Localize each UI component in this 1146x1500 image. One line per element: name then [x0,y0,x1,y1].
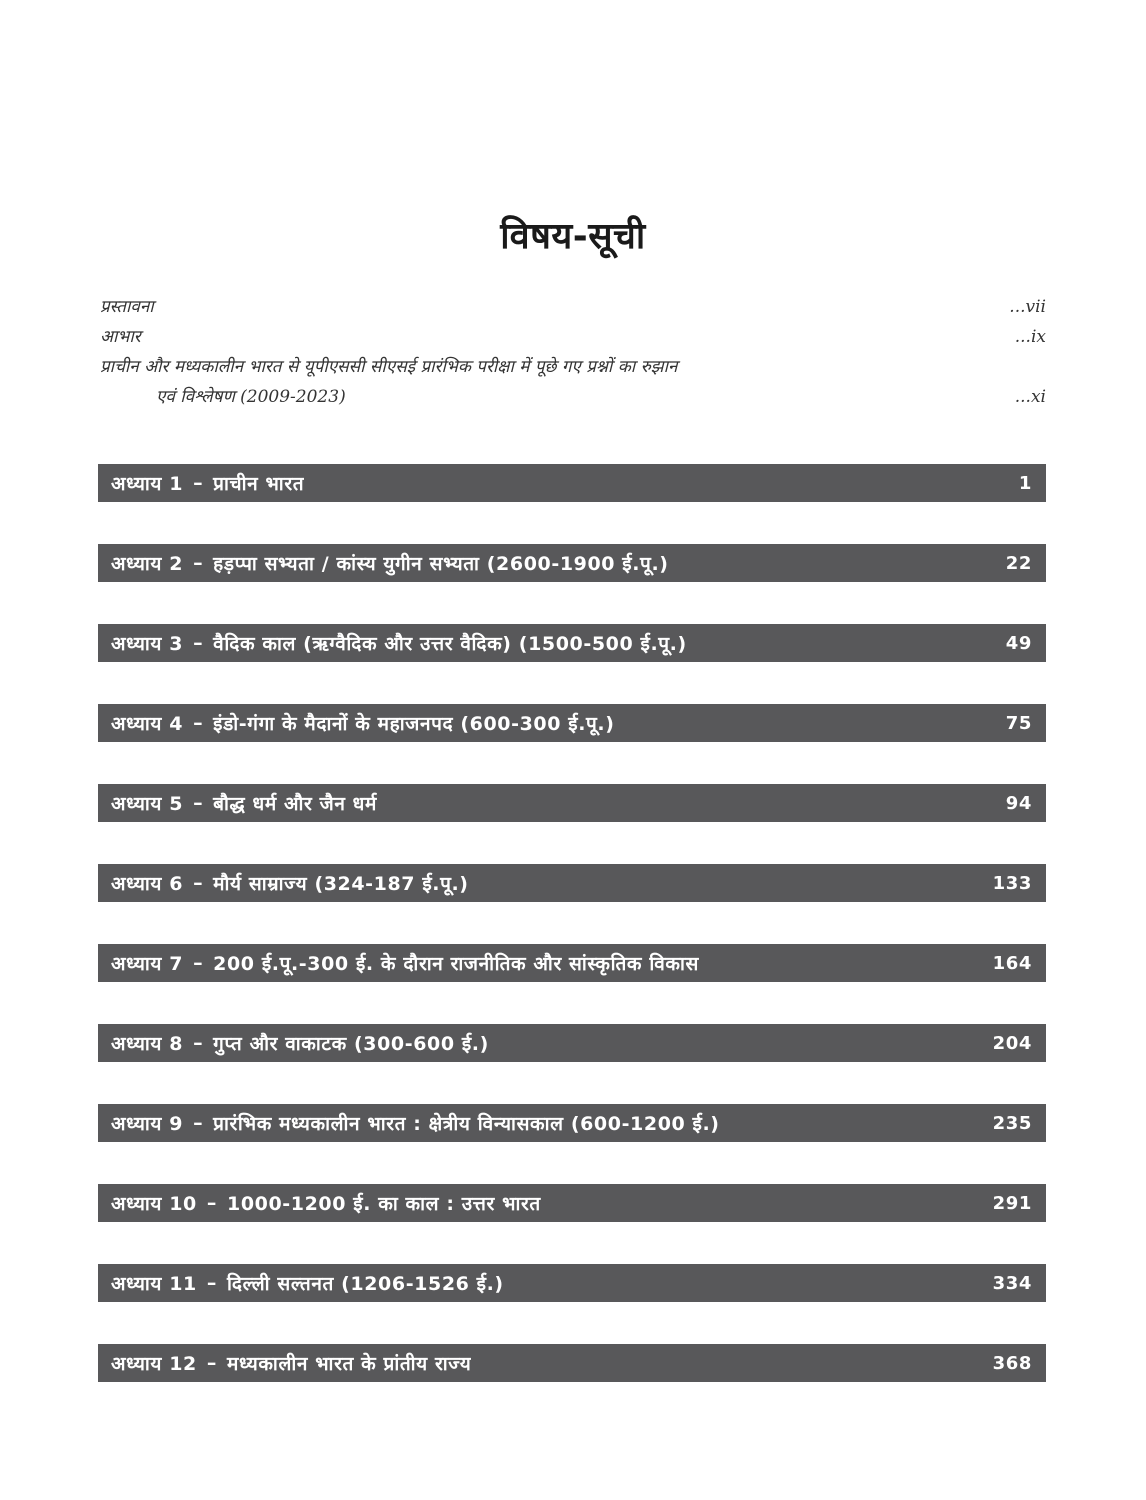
chapter-number: अध्याय 1 [111,473,184,495]
chapter-entry[interactable] [98,624,1046,662]
chapter-label [111,1190,541,1216]
chapter-label [111,550,669,576]
front-matter-label-continued: एवं विश्लेषण (2009-2023) [156,387,346,407]
chapter-separator: – [193,472,204,494]
chapter-title: प्रारंभिक मध्यकालीन भारत : क्षेत्रीय विन्यासकाल (600-1200 ई.) [213,1113,720,1135]
chapter-separator: – [193,952,204,974]
chapter-entry[interactable] [98,1264,1046,1302]
chapter-number: अध्याय 8 [111,1033,184,1055]
chapter-page: 75 [1005,712,1032,734]
chapter-separator: – [206,1352,217,1374]
chapter-label [111,630,687,656]
chapter-page: 334 [992,1272,1032,1294]
chapter-page: 49 [1005,632,1032,654]
chapter-title: इंडो-गंगा के मैदानों के महाजनपद (600-300 ई.पू.) [213,713,615,735]
chapter-page: 368 [992,1352,1032,1374]
chapter-entry[interactable] [98,864,1046,902]
chapter-page: 235 [992,1112,1032,1134]
chapter-title: बौद्ध धर्म और जैन धर्म [213,793,377,815]
chapter-title: 200 ई.पू.-300 ई. के दौरान राजनीतिक और सांस्कृतिक विकास [213,953,699,975]
chapter-separator: – [193,872,204,894]
chapter-title: मध्यकालीन भारत के प्रांतीय राज्य [227,1353,472,1375]
chapter-title: वैदिक काल (ऋग्वैदिक और उत्तर वैदिक) (1500-500 ई.पू.) [213,633,687,655]
chapter-entry[interactable] [98,1024,1046,1062]
chapter-separator: – [193,792,204,814]
page-title: विषय-सूची [500,216,646,258]
chapter-label [111,1110,720,1136]
chapter-entry[interactable] [98,704,1046,742]
chapter-label [111,870,469,896]
chapter-page: 22 [1005,552,1032,574]
chapter-title: 1000-1200 ई. का काल : उत्तर भारत [227,1193,541,1215]
chapter-title: मौर्य साम्राज्य (324-187 ई.पू.) [213,873,469,895]
chapter-separator: – [206,1192,217,1214]
chapter-entry[interactable] [98,464,1046,502]
chapter-page: 1 [1018,472,1032,494]
chapter-title: हड़प्पा सभ्यता / कांस्य युगीन सभ्यता (2600-1900 ई.पू.) [213,553,669,575]
chapter-number: अध्याय 3 [111,633,184,655]
front-matter-page: ...ix [1014,327,1046,347]
chapter-entry[interactable] [98,784,1046,822]
chapter-entry[interactable] [98,544,1046,582]
chapter-separator: – [193,1112,204,1134]
chapter-entry[interactable] [98,944,1046,982]
front-matter-list [100,292,1046,412]
chapter-number: अध्याय 6 [111,873,184,895]
front-matter-label: प्रस्तावना [100,297,154,317]
chapter-label [111,710,615,736]
chapter-page: 164 [992,952,1032,974]
chapter-entry[interactable] [98,1344,1046,1382]
front-matter-page: ...vii [1009,297,1046,317]
chapter-page: 133 [992,872,1032,894]
chapter-number: अध्याय 9 [111,1113,184,1135]
front-matter-item[interactable] [100,292,1046,322]
chapter-number: अध्याय 11 [111,1273,197,1295]
chapter-entry[interactable] [98,1184,1046,1222]
chapter-title: गुप्त और वाकाटक (300-600 ई.) [213,1033,489,1055]
front-matter-label: आभार [100,327,141,347]
chapter-page: 94 [1005,792,1032,814]
chapter-separator: – [206,1272,217,1294]
chapter-page: 291 [992,1192,1032,1214]
chapter-label [111,1270,504,1296]
chapter-number: अध्याय 2 [111,553,184,575]
chapter-label [111,790,377,816]
chapter-label [111,1030,489,1056]
front-matter-page: ...xi [1014,387,1046,407]
front-matter-label: प्राचीन और मध्यकालीन भारत से यूपीएससी सीएसई प्रारंभिक परीक्षा में पूछे गए प्रश्नों का रुझान [100,357,678,377]
chapter-page: 204 [992,1032,1032,1054]
chapter-label [111,1350,471,1376]
chapter-number: अध्याय 7 [111,953,184,975]
chapter-separator: – [193,632,204,654]
chapter-separator: – [193,1032,204,1054]
chapter-label [111,950,699,976]
front-matter-item[interactable] [100,352,1046,412]
chapter-number: अध्याय 12 [111,1353,197,1375]
chapter-number: अध्याय 4 [111,713,184,735]
chapter-label [111,470,304,496]
chapter-title: दिल्ली सल्तनत (1206-1526 ई.) [227,1273,504,1295]
chapter-entry[interactable] [98,1104,1046,1142]
front-matter-item[interactable] [100,322,1046,352]
chapter-title: प्राचीन भारत [213,473,305,495]
chapter-list [98,464,1046,1424]
chapter-separator: – [193,552,204,574]
chapter-number: अध्याय 5 [111,793,184,815]
chapter-separator: – [193,712,204,734]
chapter-number: अध्याय 10 [111,1193,197,1215]
